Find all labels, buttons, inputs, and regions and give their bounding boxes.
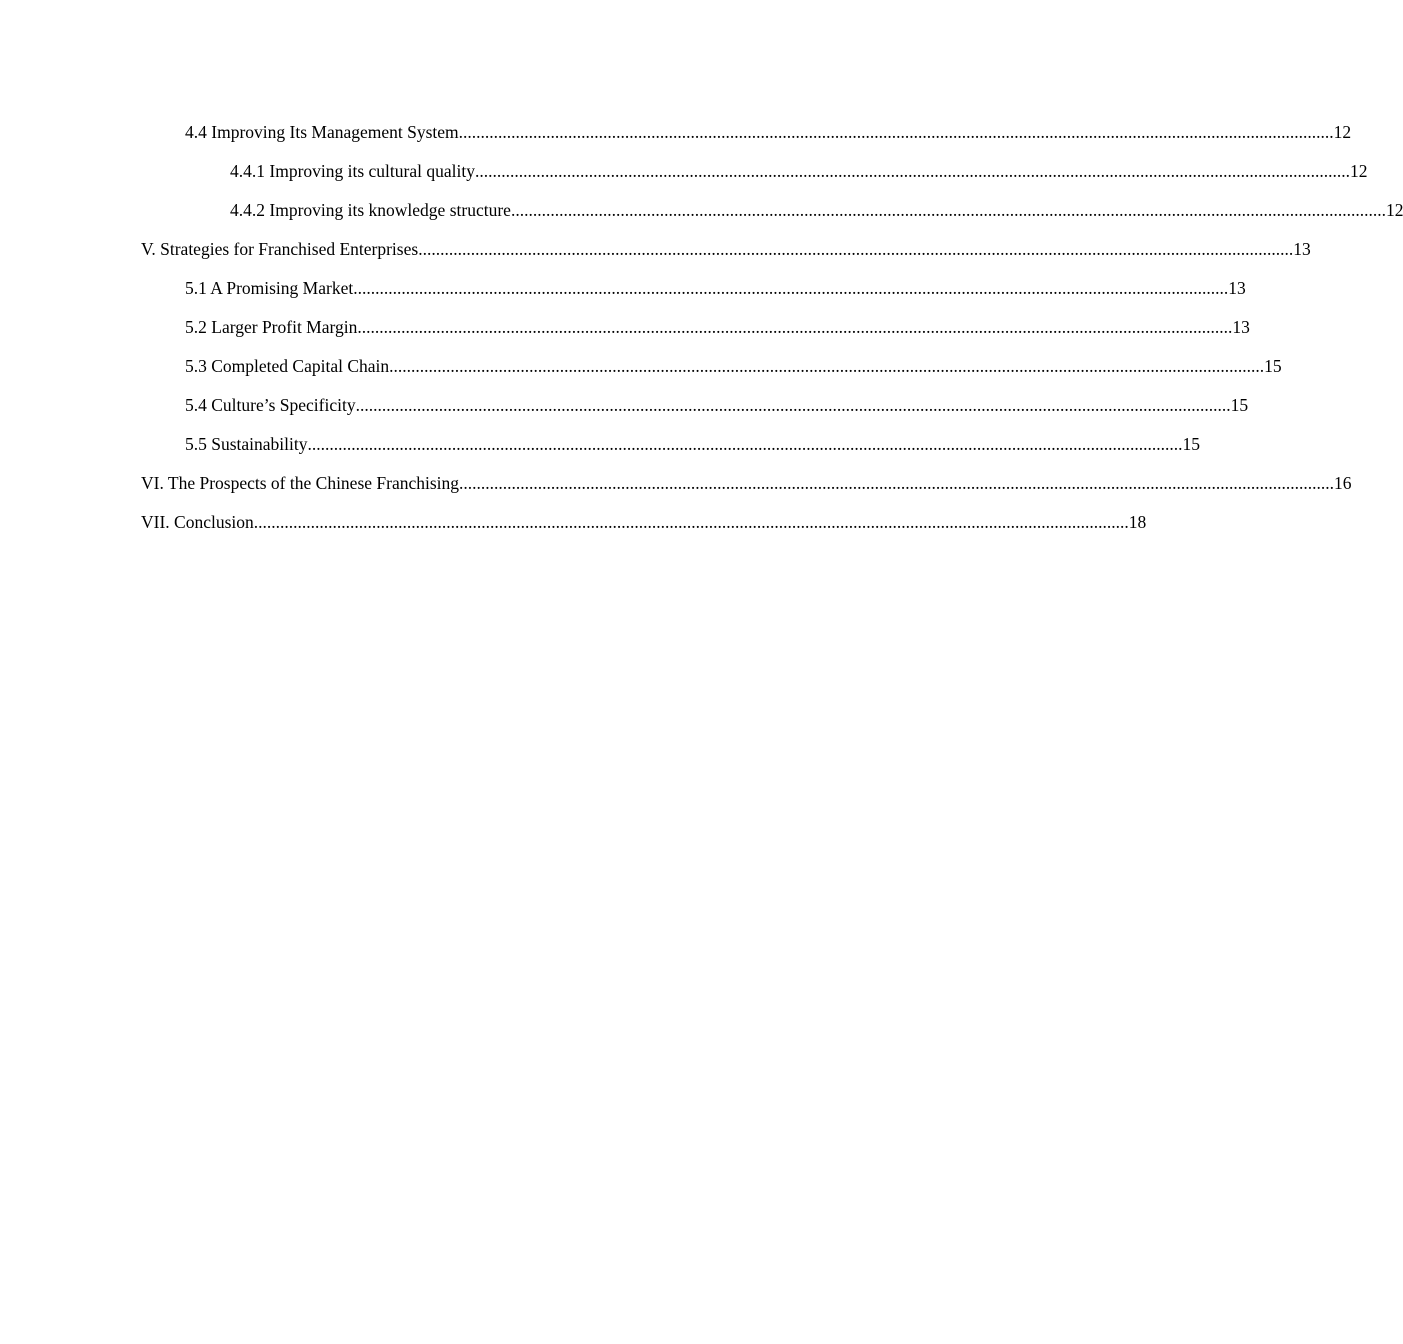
toc-entry-label: 4.4.2 Improving its knowledge structure bbox=[230, 200, 511, 220]
toc-entry-line bbox=[185, 352, 1282, 380]
toc-entry[interactable] bbox=[0, 391, 1249, 430]
toc-entry-label: 4.4.1 Improving its cultural quality bbox=[230, 161, 475, 181]
toc-entry[interactable] bbox=[0, 352, 1282, 391]
dot-leader: ........................................................................................................................................................................................................ bbox=[357, 317, 1233, 337]
toc-entry-line bbox=[185, 274, 1246, 302]
toc-entry[interactable] bbox=[0, 469, 1352, 508]
dot-leader: ........................................................................................................................................................................................................ bbox=[389, 356, 1265, 376]
toc-entry-line bbox=[141, 508, 1147, 536]
toc-page-number: 13 bbox=[1293, 239, 1311, 259]
toc-entry[interactable] bbox=[0, 430, 1200, 469]
toc-entry-line bbox=[185, 313, 1250, 341]
toc-page-number: 15 bbox=[1264, 356, 1282, 376]
toc-entry-label: 5.1 A Promising Market bbox=[185, 278, 354, 298]
table-of-contents bbox=[0, 118, 1403, 547]
toc-entry-line bbox=[230, 196, 1403, 224]
toc-entry-label: 5.4 Culture’s Specificity bbox=[185, 395, 356, 415]
toc-entry-line bbox=[185, 118, 1352, 146]
toc-page-number: 15 bbox=[1230, 395, 1249, 415]
toc-entry-label: 5.3 Completed Capital Chain bbox=[185, 356, 390, 376]
toc-entry-label: 5.2 Larger Profit Margin bbox=[185, 317, 358, 337]
toc-page-number: 16 bbox=[1334, 473, 1352, 493]
toc-entry[interactable] bbox=[0, 508, 1147, 547]
toc-entry-label: VI. The Prospects of the Chinese Franchising bbox=[141, 473, 460, 493]
toc-page-number: 18 bbox=[1128, 512, 1147, 532]
dot-leader: ........................................................................................................................................................................................................ bbox=[459, 473, 1335, 493]
toc-entry-line bbox=[230, 157, 1368, 185]
toc-entry-label: 5.5 Sustainability bbox=[185, 434, 308, 454]
toc-entry-label: VII. Conclusion bbox=[141, 512, 254, 532]
dot-leader: ........................................................................................................................................................................................................ bbox=[253, 512, 1129, 532]
dot-leader: ........................................................................................................................................................................................................ bbox=[458, 122, 1334, 142]
dot-leader: ........................................................................................................................................................................................................ bbox=[355, 395, 1231, 415]
dot-leader: ........................................................................................................................................................................................................ bbox=[418, 239, 1294, 259]
toc-entry-label: 4.4 Improving Its Management System bbox=[185, 122, 459, 142]
toc-entry-label: V. Strategies for Franchised Enterprises bbox=[141, 239, 419, 259]
dot-leader: ........................................................................................................................................................................................................ bbox=[307, 434, 1183, 454]
toc-page-number: 12 bbox=[1349, 161, 1368, 181]
toc-entry[interactable] bbox=[0, 196, 1403, 235]
toc-entry-line bbox=[185, 391, 1249, 419]
toc-page-number: 13 bbox=[1228, 278, 1246, 298]
toc-entry[interactable] bbox=[0, 118, 1352, 157]
toc-entry-line bbox=[141, 469, 1352, 497]
dot-leader: ........................................................................................................................................................................................................ bbox=[510, 200, 1386, 220]
toc-entry[interactable] bbox=[0, 157, 1368, 196]
toc-entry-line bbox=[185, 430, 1200, 458]
toc-entry[interactable] bbox=[0, 235, 1311, 274]
toc-entry-line bbox=[141, 235, 1311, 263]
toc-page-number: 15 bbox=[1182, 434, 1200, 454]
toc-entry[interactable] bbox=[0, 274, 1246, 313]
toc-page-number: 13 bbox=[1232, 317, 1250, 337]
toc-page-number: 12 bbox=[1333, 122, 1352, 142]
toc-entry[interactable] bbox=[0, 313, 1250, 352]
dot-leader: ........................................................................................................................................................................................................ bbox=[353, 278, 1229, 298]
toc-page-number: 12 bbox=[1385, 200, 1403, 220]
dot-leader: ........................................................................................................................................................................................................ bbox=[474, 161, 1350, 181]
